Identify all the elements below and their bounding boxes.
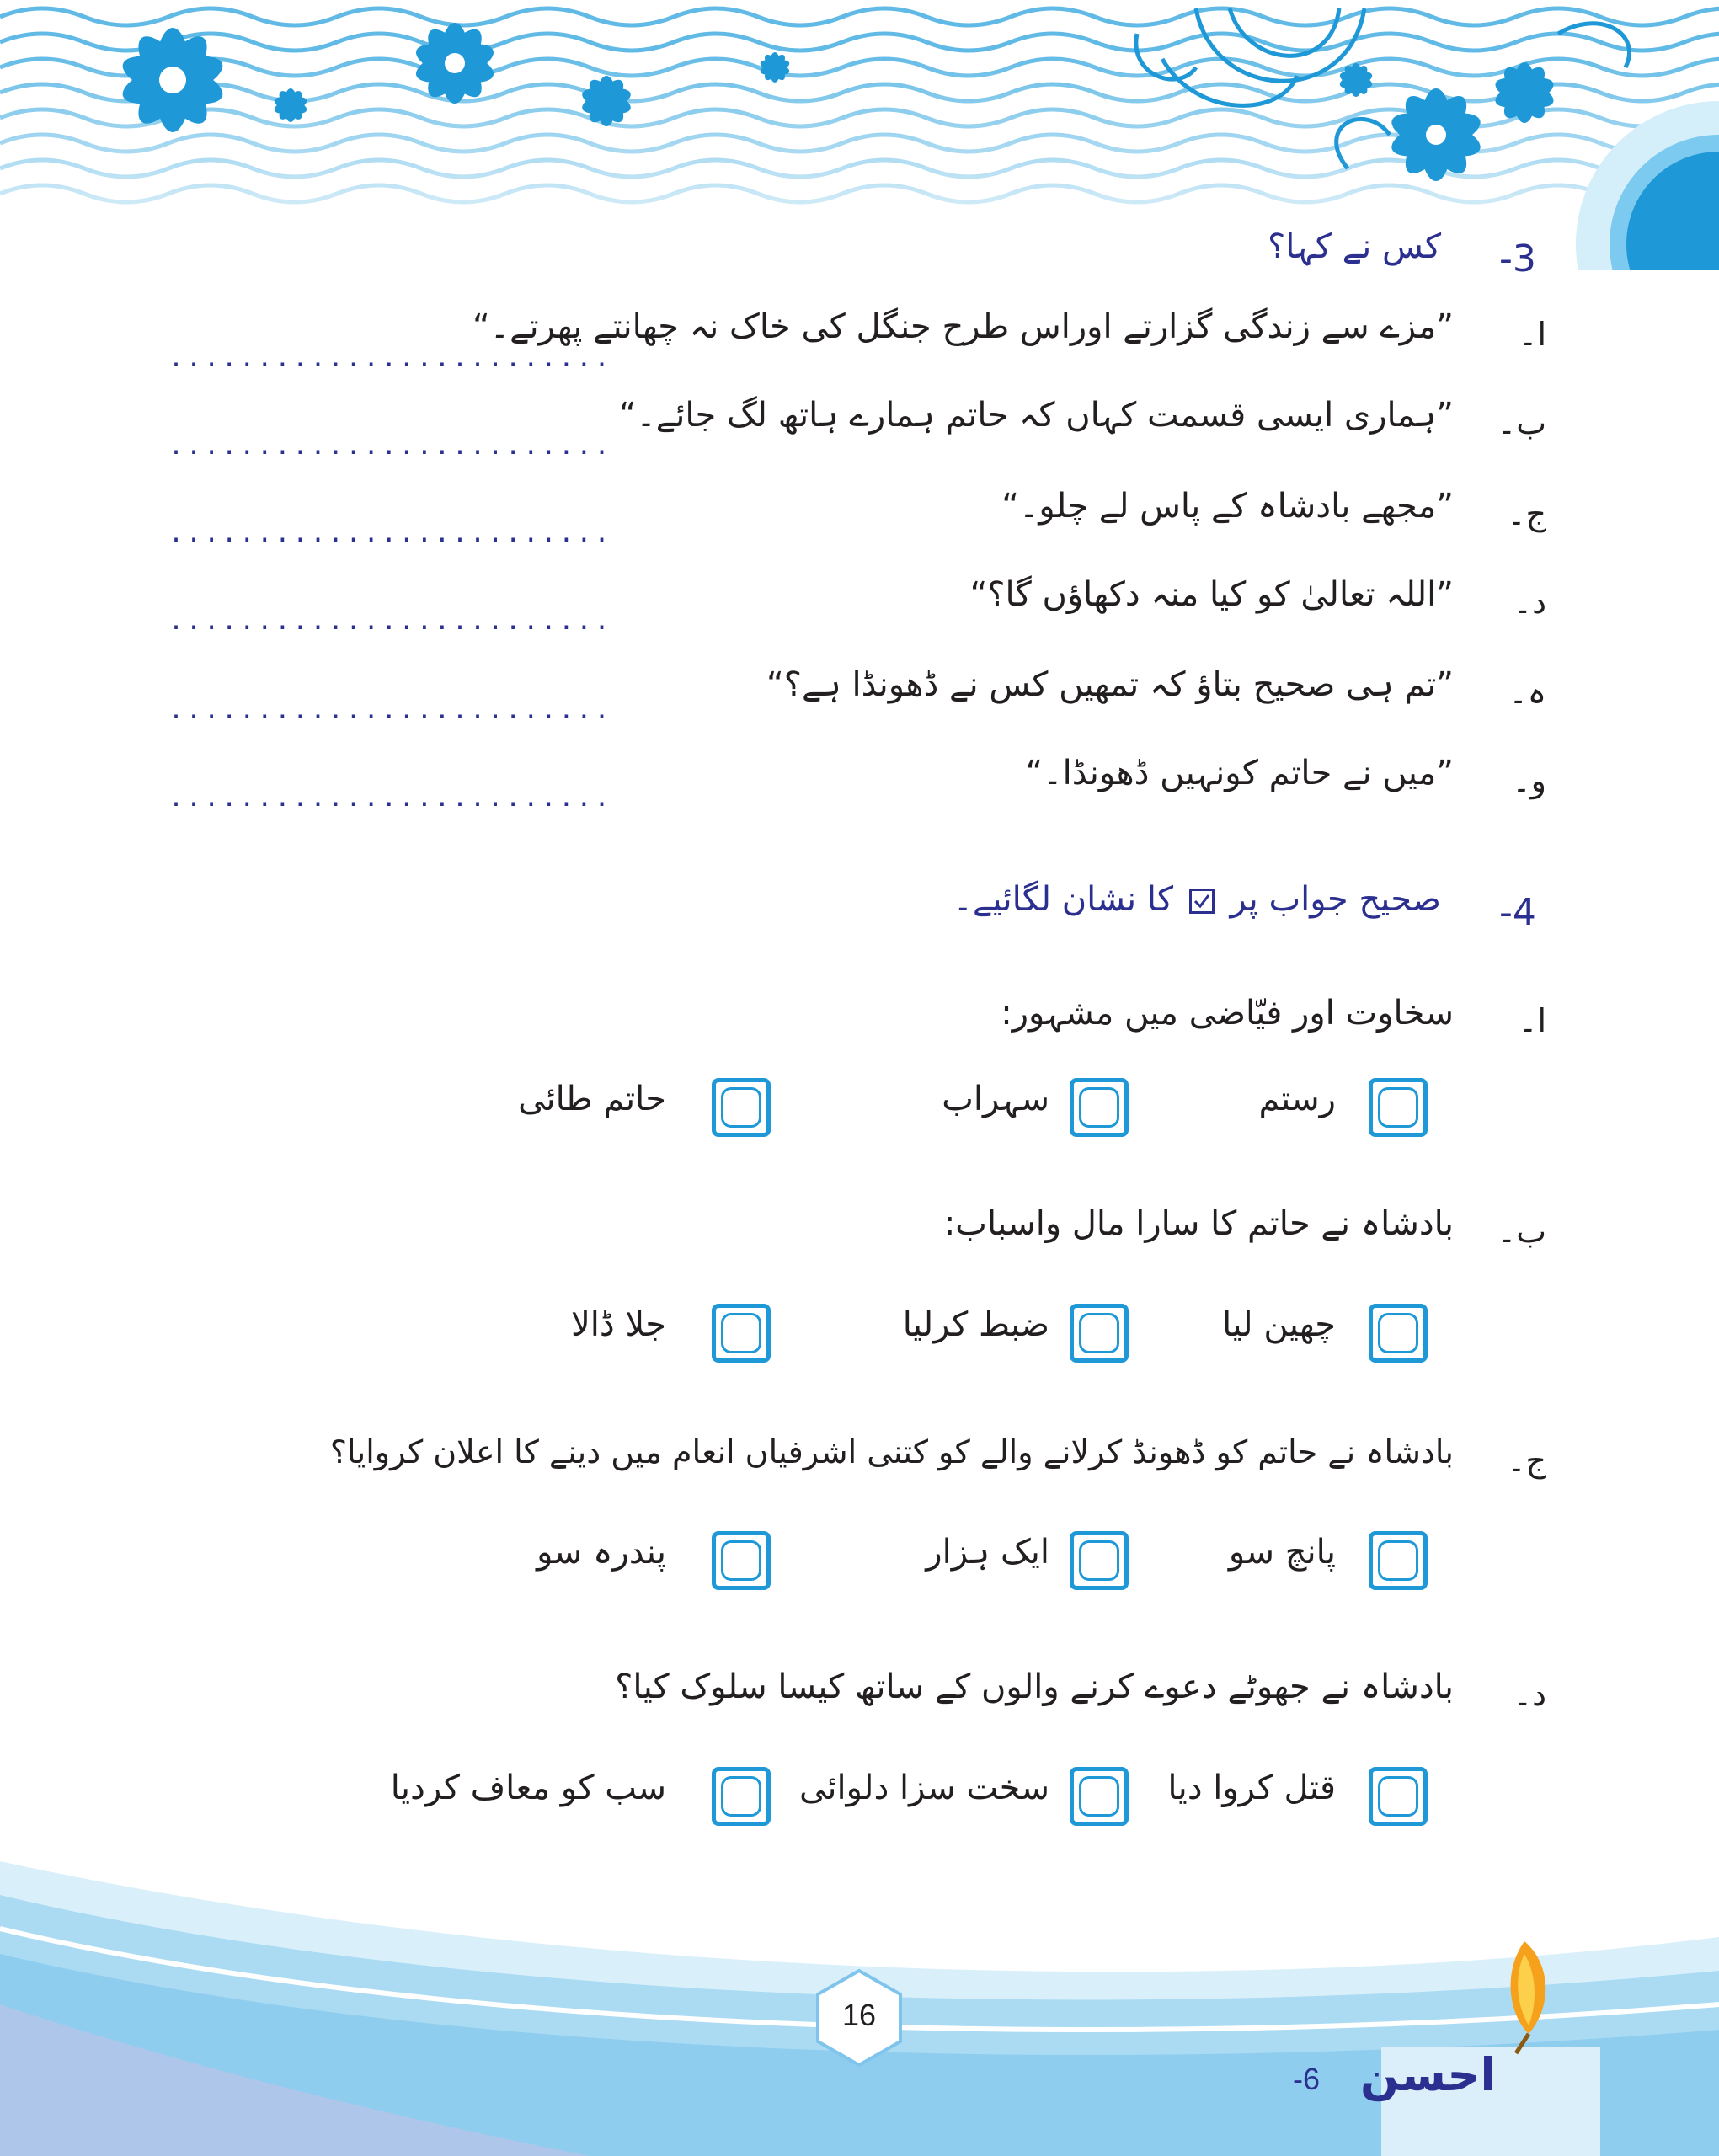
quote-text: ”مجھے بادشاہ کے پاس لے چلو۔“: [1001, 487, 1454, 526]
option-label: ایک ہزار: [926, 1533, 1049, 1572]
option-checkbox[interactable]: [1070, 1531, 1129, 1590]
option-label: سخت سزا دلوائی: [799, 1769, 1049, 1807]
option-checkbox[interactable]: [712, 1078, 771, 1137]
option-label: حاتم طائی: [518, 1080, 666, 1118]
option-label: پانچ سو: [1228, 1533, 1336, 1572]
item-marker: ج۔: [1507, 495, 1546, 532]
answer-blank[interactable]: .........................: [168, 431, 612, 461]
book-title: احسن: [1360, 2048, 1496, 2101]
answer-blank[interactable]: .........................: [168, 519, 612, 548]
section-4-title-part1: صحیح جواب پر: [1230, 880, 1441, 919]
item-marker: ب۔: [1497, 404, 1546, 441]
option-label: سہراب: [942, 1080, 1049, 1118]
option-checkbox[interactable]: [1070, 1078, 1129, 1137]
item-marker: ا۔: [1519, 316, 1546, 353]
answer-blank[interactable]: .........................: [168, 696, 612, 725]
quote-text: ”میں نے حاتم کونہیں ڈھونڈا۔“: [1025, 754, 1454, 792]
header-decoration: [0, 0, 1719, 270]
book-level: 6-: [1293, 2062, 1321, 2096]
item-marker: د۔: [1513, 1676, 1546, 1713]
option-label: پندرہ سو: [537, 1533, 666, 1572]
answer-blank[interactable]: .........................: [168, 783, 612, 813]
option-label: ضبط کرلیا: [902, 1305, 1049, 1344]
question-text: سخاوت اور فیّاضی میں مشہور:: [1001, 994, 1454, 1033]
option-checkbox[interactable]: [1070, 1767, 1129, 1826]
option-label: قتل کروا دیا: [1167, 1769, 1336, 1807]
section-3-number: 3-: [1499, 237, 1536, 280]
quote-text: ”ہماری ایسی قسمت کہاں کہ حاتم ہمارے ہاتھ لگ جائے۔“: [618, 396, 1454, 435]
item-marker: ج۔: [1507, 1442, 1546, 1479]
option-checkbox[interactable]: [1369, 1767, 1428, 1826]
quote-text: ”تم ہی صحیح بتاؤ کہ تمھیں کس نے ڈھونڈا ہے؟“: [766, 665, 1454, 704]
option-label: چھین لیا: [1222, 1305, 1336, 1344]
option-checkbox[interactable]: [712, 1531, 771, 1590]
option-label: سب کو معاف کردیا: [390, 1769, 666, 1807]
item-marker: ب۔: [1497, 1213, 1546, 1250]
option-checkbox[interactable]: [1070, 1304, 1129, 1363]
tick-icon: [1189, 889, 1215, 914]
item-marker: ا۔: [1519, 1002, 1546, 1039]
option-checkbox[interactable]: [1369, 1304, 1428, 1363]
option-label: جلا ڈالا: [570, 1305, 666, 1344]
option-checkbox[interactable]: [712, 1304, 771, 1363]
question-text: بادشاہ نے حاتم کا سارا مال واسباب:: [943, 1204, 1454, 1243]
feather-icon: [1491, 1937, 1558, 2055]
item-marker: ہ۔: [1508, 674, 1546, 711]
quote-text: ”اللہ تعالیٰ کو کیا منہ دکھاؤں گا؟“: [969, 575, 1454, 614]
page-number: 16: [841, 1998, 877, 2032]
answer-blank[interactable]: .........................: [168, 344, 612, 373]
option-checkbox[interactable]: [712, 1767, 771, 1826]
option-checkbox[interactable]: [1369, 1078, 1428, 1137]
option-checkbox[interactable]: [1369, 1531, 1428, 1590]
item-marker: د۔: [1513, 584, 1546, 621]
section-4-number: 4-: [1499, 891, 1536, 934]
quote-text: ”مزے سے زندگی گزارتے اوراس طرح جنگل کی خاک نہ چھانتے پھرتے۔“: [472, 307, 1454, 346]
option-label: رستم: [1258, 1080, 1336, 1118]
item-marker: و۔: [1512, 762, 1546, 799]
question-text: بادشاہ نے جھوٹے دعوے کرنے والوں کے ساتھ کیسا سلوک کیا؟: [615, 1668, 1454, 1706]
section-3-title: کس نے کہا؟: [1268, 227, 1441, 266]
section-4-title-part2: کا نشان لگائیے۔: [953, 880, 1174, 919]
answer-blank[interactable]: .........................: [168, 606, 612, 636]
section-4-title: [953, 880, 1442, 919]
question-text: بادشاہ نے حاتم کو ڈھونڈ کرلانے والے کو کتنی اشرفیاں انعام میں دینے کا اعلان کروایا؟: [329, 1433, 1454, 1470]
